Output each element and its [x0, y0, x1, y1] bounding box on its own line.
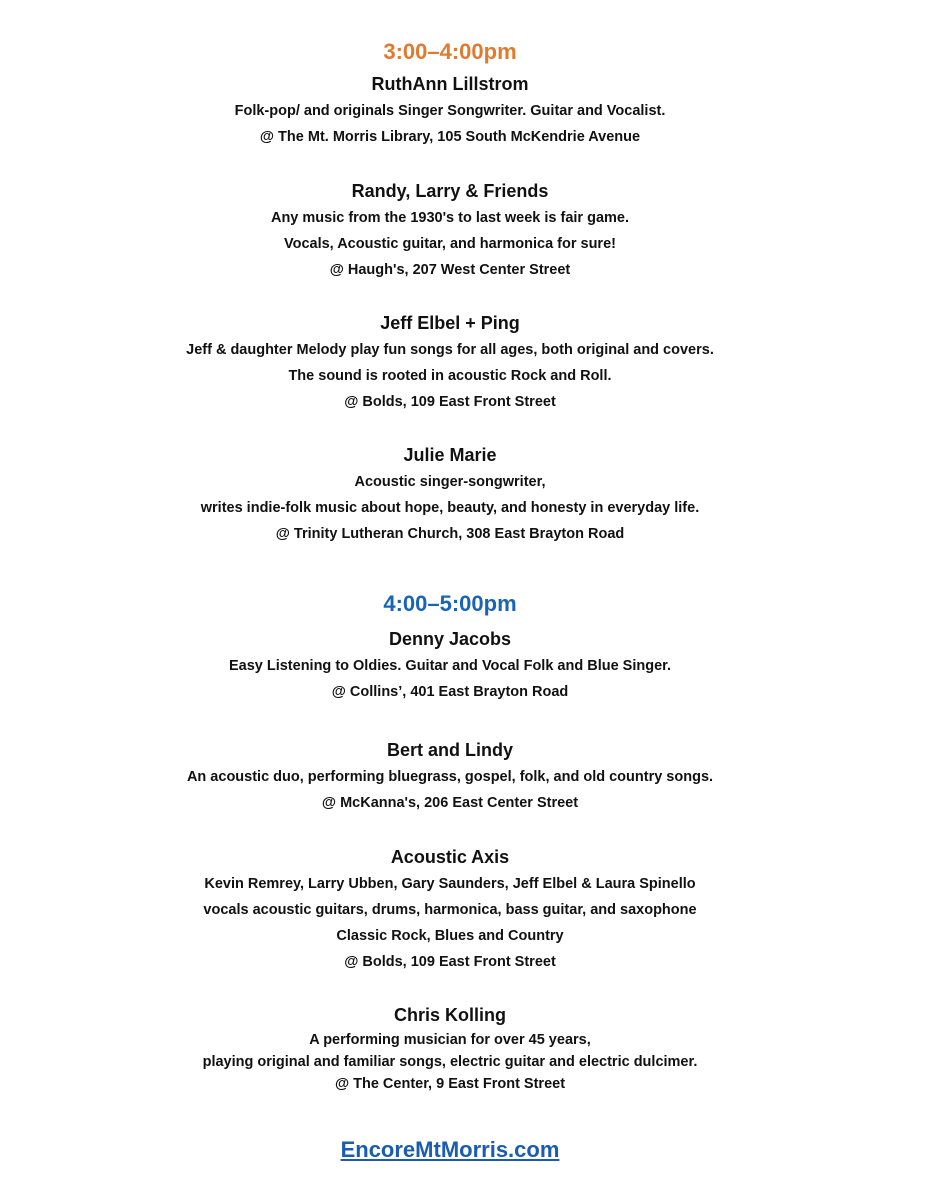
- act-name: Denny Jacobs: [388, 629, 512, 649]
- act-description: playing original and familiar songs, electric guitar and electric dulcimer.: [202, 1054, 698, 1070]
- act-description: Classic Rock, Blues and Country: [336, 928, 564, 944]
- act-jeff-elbel-ping: [0, 311, 900, 415]
- act-description: A performing musician for over 45 years,: [309, 1032, 591, 1048]
- act-acoustic-axis: [0, 845, 900, 975]
- time-header-3pm: 3:00–4:00pm: [383, 39, 517, 64]
- act-location: @ Bolds, 109 East Front Street: [344, 394, 556, 410]
- act-description: Jeff & daughter Melody play fun songs for all ages, both original and covers.: [186, 342, 714, 358]
- act-description: writes indie-folk music about hope, beauty, and honesty in everyday life.: [200, 500, 700, 516]
- act-name: RuthAnn Lillstrom: [371, 74, 529, 94]
- act-chris-kolling: [0, 1003, 900, 1095]
- act-location: @ Haugh's, 207 West Center Street: [329, 262, 571, 278]
- act-location: @ The Mt. Morris Library, 105 South McKendrie Avenue: [259, 129, 641, 145]
- act-name: Acoustic Axis: [390, 847, 510, 867]
- act-description: Acoustic singer-songwriter,: [354, 474, 546, 490]
- act-members: Kevin Remrey, Larry Ubben, Gary Saunders, Jeff Elbel & Laura Spinello: [204, 876, 696, 892]
- act-name: Chris Kolling: [394, 1005, 506, 1025]
- act-location: @ Trinity Lutheran Church, 308 East Brayton Road: [275, 526, 625, 542]
- act-ruthann-lillstrom: [0, 72, 900, 150]
- act-location: @ McKanna's, 206 East Center Street: [321, 795, 579, 811]
- act-description: An acoustic duo, performing bluegrass, gospel, folk, and old country songs.: [186, 769, 714, 785]
- act-name: Julie Marie: [403, 445, 497, 465]
- act-location: @ Collins’, 401 East Brayton Road: [331, 684, 569, 700]
- act-name: Bert and Lindy: [386, 740, 513, 760]
- act-randy-larry-friends: [0, 179, 900, 283]
- website-link[interactable]: EncoreMtMorris.com: [340, 1137, 560, 1162]
- act-location: @ The Center, 9 East Front Street: [334, 1076, 566, 1092]
- act-bert-and-lindy: [0, 738, 900, 816]
- act-name: Randy, Larry & Friends: [351, 181, 549, 201]
- act-denny-jacobs: [0, 627, 900, 705]
- time-header-4pm: 4:00–5:00pm: [383, 591, 517, 616]
- act-julie-marie: [0, 443, 900, 547]
- act-description: Easy Listening to Oldies. Guitar and Vocal Folk and Blue Singer.: [228, 658, 672, 674]
- act-name: Jeff Elbel + Ping: [380, 313, 520, 333]
- act-description: The sound is rooted in acoustic Rock and Roll.: [288, 368, 612, 384]
- act-description: Vocals, Acoustic guitar, and harmonica for sure!: [284, 236, 616, 252]
- act-description: vocals acoustic guitars, drums, harmonica, bass guitar, and saxophone: [203, 902, 697, 918]
- act-description: Folk-pop/ and originals Singer Songwriter. Guitar and Vocalist.: [234, 103, 666, 119]
- act-description: Any music from the 1930's to last week is fair game.: [270, 210, 630, 226]
- act-location: @ Bolds, 109 East Front Street: [344, 954, 556, 970]
